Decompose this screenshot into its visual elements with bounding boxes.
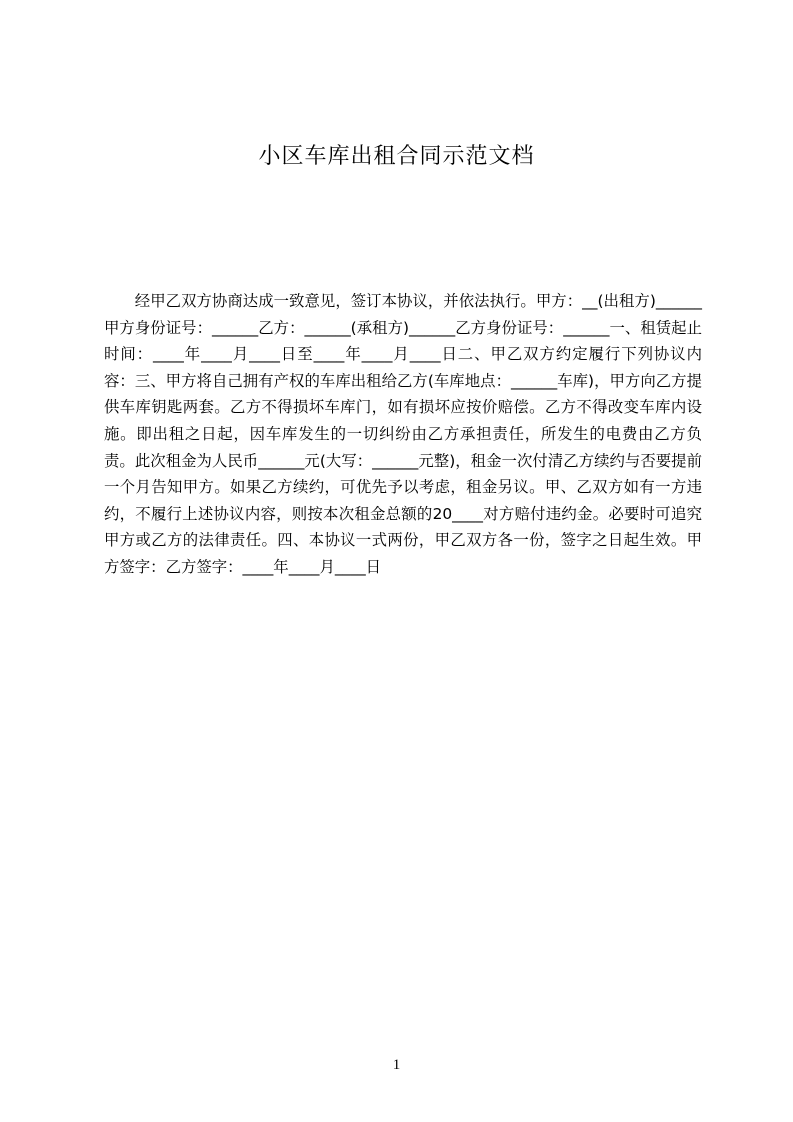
document-title: 小区车库出租合同示范文档 [258, 144, 535, 169]
contract-body-text: 经甲乙双方协商达成一致意见，签订本协议，并依法执行。甲方：__(出租方)______甲方身份证号：______乙方：______(承租方)______乙方身份证号：______一、租赁起止时间：____年____月____日至____年____月____日二、甲乙双方约定履行下列协议内容：三、甲方将自己拥有产权的车库出租给乙方(车库地点：______车库)，甲方向乙方提供车库钥匙两套。乙方不得损坏车库门，如有损坏应按价赔偿。乙方不得改变车库内设施。即出租之日起，因车库发生的一切纠纷由乙方承担责任，所发生的电费由乙方负责。此次租金为人民币______元(大写：______元整)，租金一次付清乙方续约与否要提前一个月告知甲方。如果乙方续约，可优先予以考虑，租金另议。甲、乙双方如有一方违约，不履行上述协议内容，则按本次租金总额的20____对方赔付违约金。必要时可追究甲方或乙方的法律责任。四、本协议一式两份，甲乙双方各一份，签字之日起生效。甲方签字：乙方签字：____年____月____日 [104, 292, 702, 576]
page-number: 1 [392, 1057, 401, 1073]
